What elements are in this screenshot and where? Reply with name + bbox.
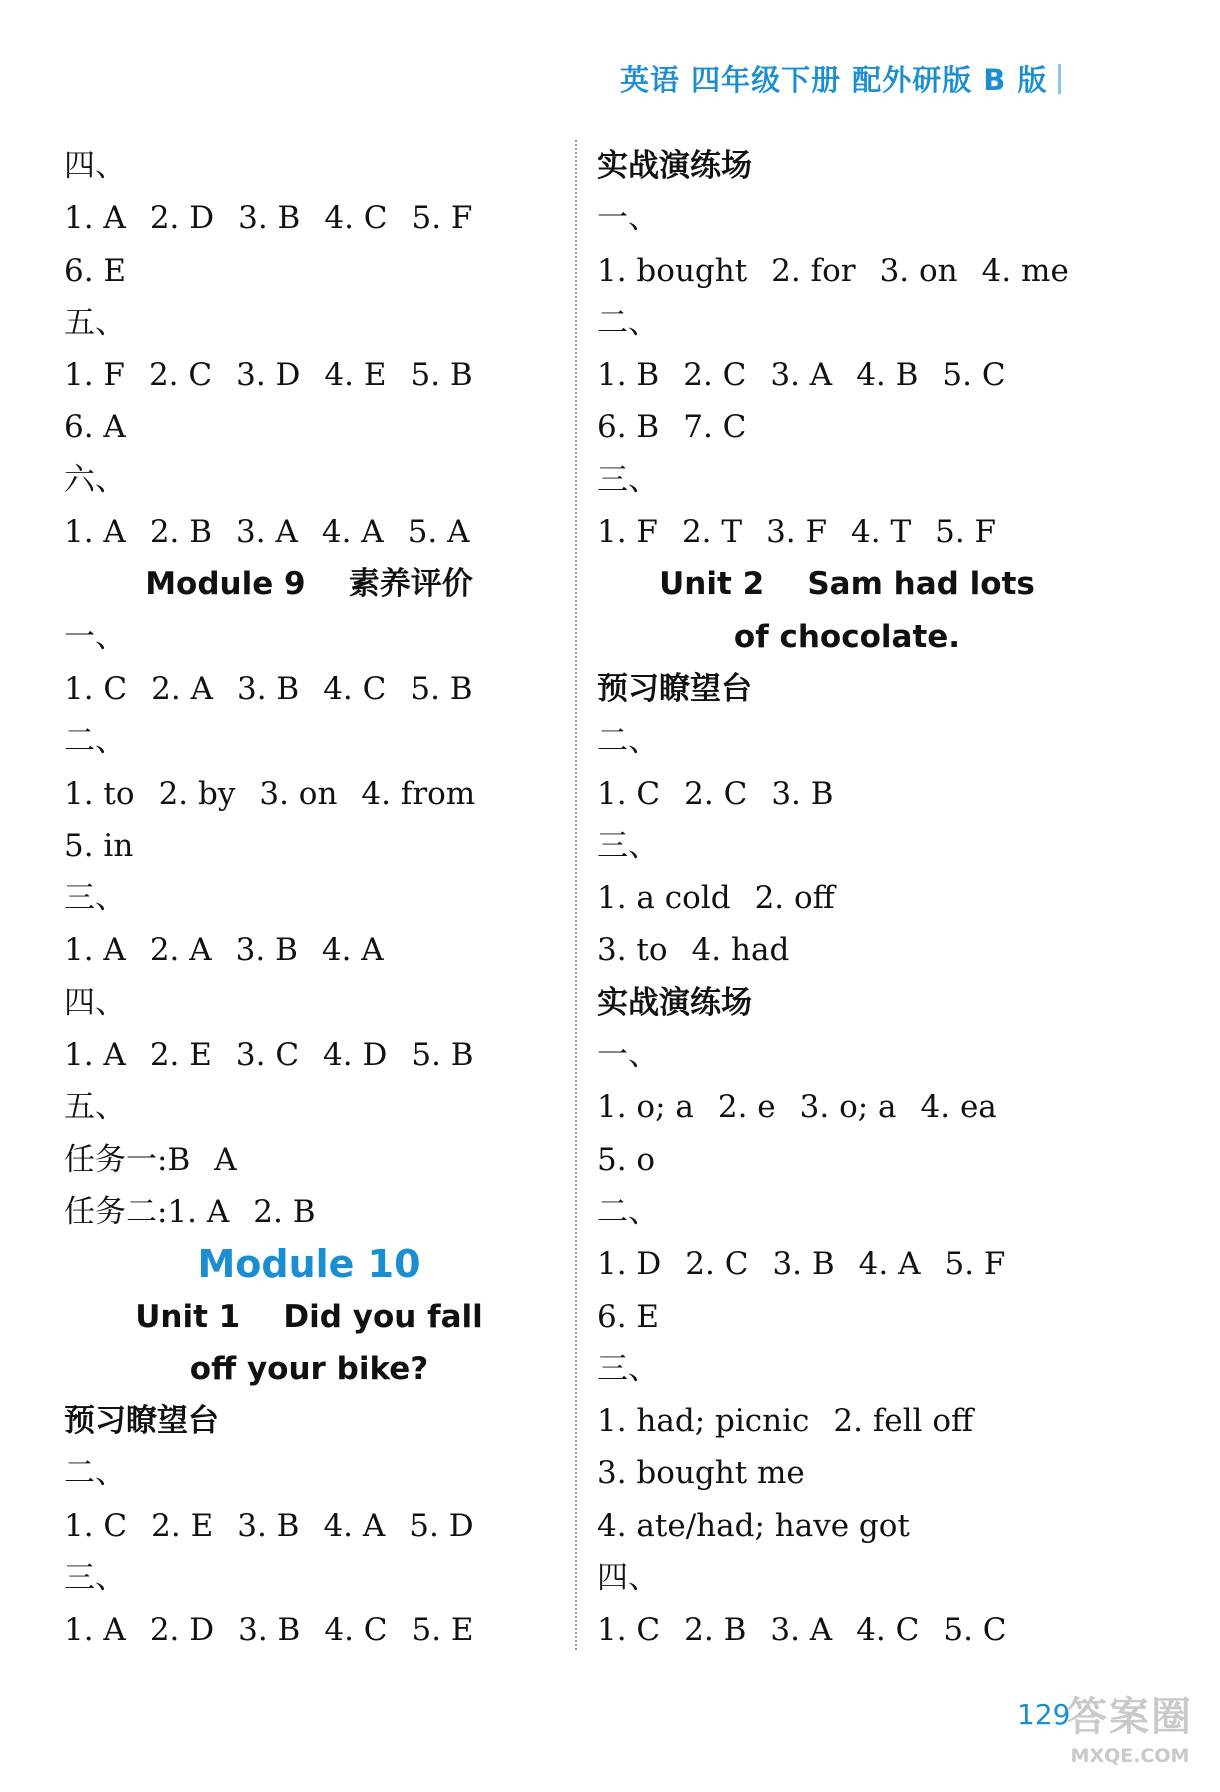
answer-line xyxy=(597,1500,1097,1552)
answer-item: 4. D xyxy=(323,1037,388,1074)
unit-title: of chocolate. xyxy=(733,618,961,655)
answer-line xyxy=(597,1604,1097,1656)
header-bar xyxy=(1058,64,1061,94)
answer-item: 4. me xyxy=(981,252,1069,289)
answer-item: 1. bought xyxy=(597,252,748,289)
answer-item: 5. C xyxy=(943,1612,1007,1649)
answer-item: 3. D xyxy=(236,357,301,394)
answer-line xyxy=(597,349,1097,401)
answer-item: 4. had xyxy=(691,932,790,969)
answer-item: 3. A xyxy=(770,1612,833,1649)
answer-item: 1. C xyxy=(597,775,661,812)
answer-item: 3. to xyxy=(597,932,668,969)
answer-line xyxy=(64,768,554,820)
answer-item: 3. o; a xyxy=(799,1089,897,1126)
answer-item: 2. e xyxy=(717,1089,776,1126)
part-number: 二、 xyxy=(64,1455,126,1492)
part-number: 一、 xyxy=(597,1037,659,1074)
module-title: Module 10 xyxy=(197,1242,421,1287)
answer-item: 1. D xyxy=(597,1246,662,1283)
answer-line xyxy=(597,1238,1097,1290)
answer-item: 3. bought me xyxy=(597,1455,805,1492)
answer-line xyxy=(64,1604,554,1656)
answer-line xyxy=(597,1081,1097,1133)
answer-item: 6. E xyxy=(597,1298,660,1335)
answer-item: 1. F xyxy=(64,357,125,394)
answer-item: 5. F xyxy=(944,1246,1006,1283)
watermark-text: 答案圈 xyxy=(1067,1694,1193,1740)
answer-item: 1. a cold xyxy=(597,880,731,917)
answer-item: 2. fell off xyxy=(833,1403,974,1440)
answer-line xyxy=(64,1029,554,1081)
answer-line xyxy=(597,245,1097,297)
answer-item: 5. B xyxy=(410,670,473,707)
answer-item: 1. o; a xyxy=(597,1089,694,1126)
answer-item: 4. ate/had; have got xyxy=(597,1507,910,1544)
answer-item: 5. F xyxy=(935,514,997,551)
answer-item: 2. B xyxy=(684,1612,747,1649)
answer-item: A xyxy=(214,1141,237,1178)
answer-item: 2. C xyxy=(685,1246,749,1283)
answer-item: 5. C xyxy=(942,357,1006,394)
answer-item: 4. B xyxy=(856,357,919,394)
answer-item: 4. C xyxy=(324,200,388,237)
unit-title: off your bike? xyxy=(189,1350,429,1387)
answer-item: 2. off xyxy=(754,880,835,917)
column-divider xyxy=(575,140,577,1650)
answer-line xyxy=(597,924,1097,976)
answer-item: 2. B xyxy=(253,1193,316,1230)
answer-line xyxy=(64,1186,554,1238)
answer-item: 6. B xyxy=(597,409,660,446)
answer-item: 2. C xyxy=(684,775,748,812)
section-heading: 预习瞭望台 xyxy=(64,1403,219,1440)
answer-item: 3. C xyxy=(235,1037,300,1074)
unit-title: Unit 1 Did you fall xyxy=(135,1298,483,1335)
answer-item: 2. for xyxy=(771,252,856,289)
answer-line xyxy=(597,1291,1097,1343)
part-number: 四、 xyxy=(64,984,126,1021)
answer-item: 4. T xyxy=(851,514,912,551)
answer-item: 任务二:1. A xyxy=(64,1193,230,1230)
answer-line xyxy=(64,506,554,558)
answer-item: 1. A xyxy=(64,1037,126,1074)
answer-line xyxy=(64,820,554,872)
answer-item: 5. B xyxy=(410,357,473,394)
answer-item: 4. ea xyxy=(920,1089,997,1126)
section-heading: 实战演练场 xyxy=(597,984,752,1021)
part-number: 三、 xyxy=(597,827,659,864)
answer-item: 2. E xyxy=(151,1507,214,1544)
answer-item: 2. D xyxy=(149,1612,215,1649)
answer-line xyxy=(597,1395,1097,1447)
answer-item: 2. C xyxy=(148,357,213,394)
answer-item: 4. A xyxy=(321,932,384,969)
part-number: 二、 xyxy=(597,304,659,341)
part-number: 三、 xyxy=(597,461,659,498)
answer-item: 3. B xyxy=(235,932,298,969)
answer-item: 1. C xyxy=(597,1612,661,1649)
answer-item: 2. A xyxy=(151,670,213,707)
answer-line xyxy=(597,872,1097,924)
answer-item: 5. A xyxy=(407,514,470,551)
answer-item: 3. on xyxy=(259,775,338,812)
answer-item: 1. B xyxy=(597,357,660,394)
answer-item: 5. E xyxy=(411,1612,474,1649)
answer-item: 3. B xyxy=(772,1246,835,1283)
answer-item: 4. A xyxy=(321,514,384,551)
answer-item: 1. F xyxy=(597,514,658,551)
unit-title: Module 9 素养评价 xyxy=(145,566,473,603)
answer-item: 6. A xyxy=(64,409,126,446)
answer-line xyxy=(597,768,1097,820)
answer-item: 1. C xyxy=(64,1507,128,1544)
answer-item: 4. from xyxy=(361,775,476,812)
part-number: 二、 xyxy=(597,723,659,760)
answer-line xyxy=(64,349,554,401)
part-number: 二、 xyxy=(597,1193,659,1230)
answer-line xyxy=(64,1134,554,1186)
answer-item: 1. A xyxy=(64,514,126,551)
answer-line xyxy=(64,1500,554,1552)
answer-item: 3. on xyxy=(879,252,958,289)
answer-item: 3. F xyxy=(766,514,828,551)
answer-line xyxy=(64,663,554,715)
answer-item: 2. T xyxy=(681,514,743,551)
answer-line xyxy=(597,401,1097,453)
page-number: 129 xyxy=(1017,1698,1071,1731)
answer-item: 4. C xyxy=(856,1612,920,1649)
watermark-url: MXQE.COM xyxy=(1070,1745,1190,1767)
answer-item: 2. A xyxy=(149,932,212,969)
answer-item: 5. D xyxy=(409,1507,474,1544)
part-number: 三、 xyxy=(64,880,126,917)
answer-item: 1. A xyxy=(64,932,126,969)
answer-item: 2. B xyxy=(149,514,213,551)
answer-item: 5. in xyxy=(64,827,134,864)
part-number: 一、 xyxy=(597,200,659,237)
answer-item: 任务一:B xyxy=(64,1141,191,1178)
answer-line xyxy=(597,1134,1097,1186)
answer-item: 3. A xyxy=(770,357,833,394)
answer-line xyxy=(64,924,554,976)
unit-title: Unit 2 Sam had lots xyxy=(659,566,1035,603)
answer-item: 1. A xyxy=(64,200,126,237)
answer-item: 1. C xyxy=(64,670,128,707)
answer-line xyxy=(597,1447,1097,1499)
answer-line xyxy=(597,506,1097,558)
answer-item: 1. A xyxy=(64,1612,126,1649)
answer-item: 3. B xyxy=(236,670,300,707)
part-number: 六、 xyxy=(64,461,126,498)
answer-item: 5. F xyxy=(411,200,473,237)
answer-item: 2. by xyxy=(158,775,236,812)
part-number: 五、 xyxy=(64,1089,126,1126)
answer-item: 3. B xyxy=(771,775,834,812)
left-column xyxy=(64,140,554,1657)
section-heading: 预习瞭望台 xyxy=(597,670,752,707)
page-header xyxy=(620,58,1080,104)
part-number: 四、 xyxy=(597,1560,659,1597)
answer-item: 2. D xyxy=(149,200,215,237)
answer-item: 1. to xyxy=(64,775,135,812)
answer-item: 1. had; picnic xyxy=(597,1403,810,1440)
answer-item: 4. A xyxy=(858,1246,921,1283)
answer-item: 4. C xyxy=(324,1612,388,1649)
answer-item: 4. E xyxy=(324,357,387,394)
answer-item: 3. B xyxy=(238,1612,301,1649)
answer-item: 4. C xyxy=(323,670,387,707)
part-number: 一、 xyxy=(64,618,126,655)
part-number: 三、 xyxy=(64,1560,126,1597)
right-column xyxy=(597,140,1097,1657)
section-heading: 实战演练场 xyxy=(597,148,752,184)
answer-item: 6. E xyxy=(64,252,127,289)
answer-line xyxy=(64,192,554,244)
watermark xyxy=(1050,1690,1210,1780)
answer-item: 3. A xyxy=(236,514,298,551)
answer-item: 7. C xyxy=(683,409,747,446)
answer-item: 2. E xyxy=(149,1037,212,1074)
answer-item: 2. C xyxy=(683,357,747,394)
part-number: 二、 xyxy=(64,723,126,760)
answer-item: 3. B xyxy=(237,1507,300,1544)
answer-line xyxy=(64,401,554,453)
answer-line xyxy=(64,245,554,297)
part-number: 三、 xyxy=(597,1350,659,1387)
answer-item: 5. o xyxy=(597,1141,656,1178)
answer-item: 5. B xyxy=(411,1037,474,1074)
header-text: 英语 四年级下册 配外研版 B 版 xyxy=(620,63,1048,97)
part-number: 四、 xyxy=(64,148,126,184)
part-number: 五、 xyxy=(64,304,126,341)
answer-item: 3. B xyxy=(238,200,301,237)
answer-item: 4. A xyxy=(323,1507,386,1544)
